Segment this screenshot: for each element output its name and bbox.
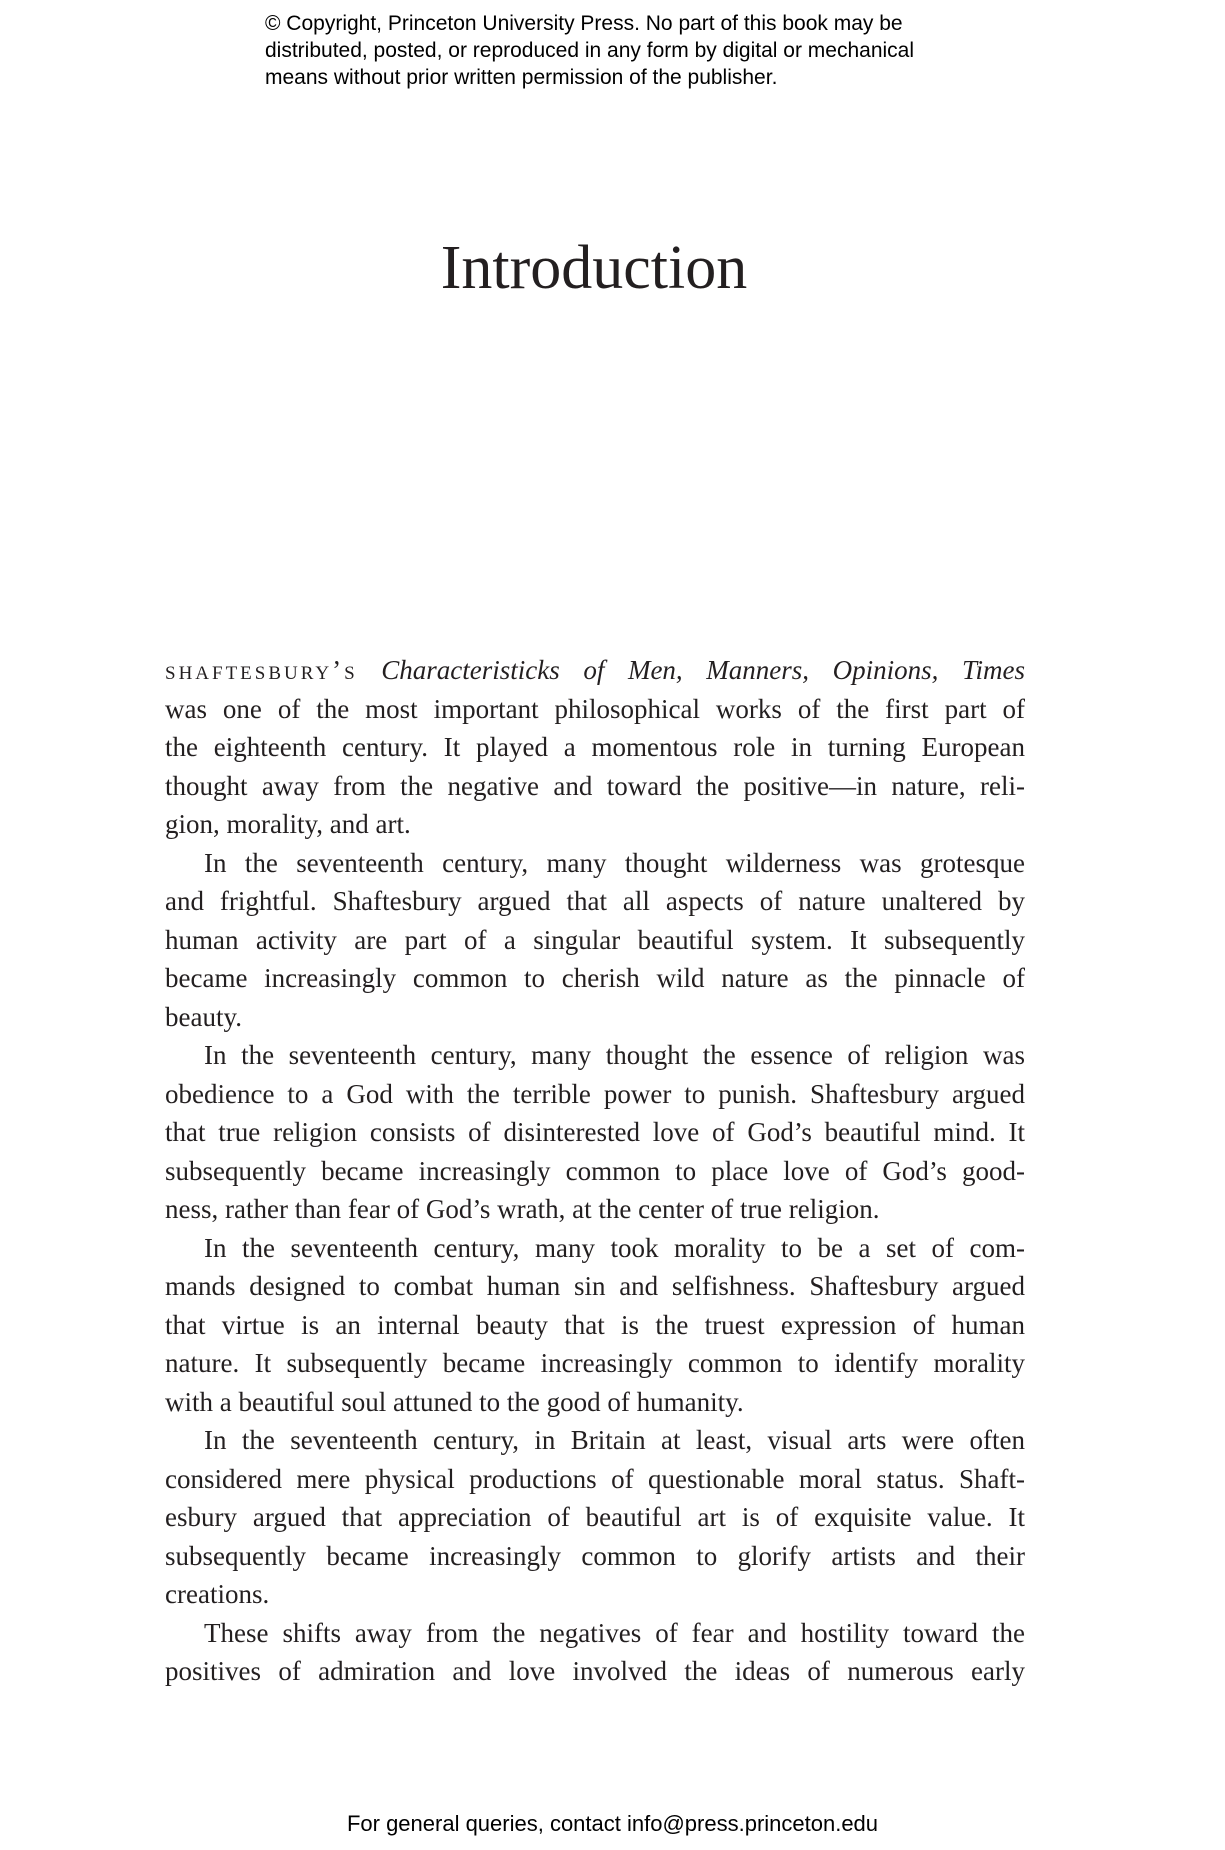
text-line: nature. It subsequently became increasingly common to identify morality [165,1348,1025,1378]
chapter-title: Introduction [440,234,748,302]
text-line: considered mere physical productions of questionable moral status. Shaft- [165,1463,1025,1494]
text-line: and frightful. Shaftesbury argued that all aspects of nature unaltered by [165,886,1025,916]
opening-line [165,651,1025,690]
text-line: with a beautiful soul attuned to the good of humanity. [165,1386,744,1417]
text-line: that true religion consists of disinterested love of God’s beautiful mind. It [165,1117,1025,1147]
body-text [165,651,1025,1691]
copyright-notice [265,10,1025,91]
text-line: gion, morality, and art. [165,809,411,839]
text-line: esbury argued that appreciation of beautiful art is of exquisite value. It [165,1502,1025,1532]
copyright-line: means without prior written permission of the publisher. [265,66,778,89]
copyright-line: © Copyright, Princeton University Press. No part of this book may be [265,12,903,35]
footer-contact: For general queries, contact info@press.princeton.edu [346,1811,879,1836]
text-line: In the seventeenth century, in Britain at least, visual arts were often [204,1425,1025,1455]
text-line: became increasingly common to cherish wild nature as the pinnacle of [165,963,1025,993]
text-line: beauty. [165,1001,242,1032]
text-line: In the seventeenth century, many took morality to be a set of com- [204,1232,1025,1263]
text-line: subsequently became increasingly common to place love of God’s good- [165,1155,1025,1186]
opening-smallcaps: shaftesbury’s [165,655,358,685]
copyright-line: distributed, posted, or reproduced in any form by digital or mechanical [265,39,915,62]
text-line: positives of admiration and love involved the ideas of numerous early [165,1656,1025,1686]
text-line: subsequently became increasingly common to glorify artists and their [165,1540,1025,1571]
text-line: human activity are part of a singular beautiful system. It subsequently [165,924,1025,955]
text-line: mands designed to combat human sin and selfishness. Shaftesbury argued [165,1271,1025,1301]
text-line: creations. [165,1579,270,1609]
text-line: that virtue is an internal beauty that is the truest expression of human [165,1309,1025,1340]
text-line: These shifts away from the negatives of fear and hostility toward the [204,1617,1025,1648]
text-line: In the seventeenth century, many thought wilderness was grotesque [204,847,1025,878]
text-line: was one of the most important philosophical works of the first part of [165,693,1025,724]
text-line: thought away from the negative and toward the positive—in nature, reli- [165,770,1025,801]
text-line: the eighteenth century. It played a momentous role in turning European [165,732,1025,762]
text-line: obedience to a God with the terrible power to punish. Shaftesbury argued [165,1078,1025,1109]
text-line: In the seventeenth century, many thought the essence of religion was [204,1040,1025,1070]
book-title-italic: Characteristicks of Men, Manners, Opinions, Times [381,655,1025,685]
text-line: ness, rather than fear of God’s wrath, at the center of true religion. [165,1194,880,1224]
